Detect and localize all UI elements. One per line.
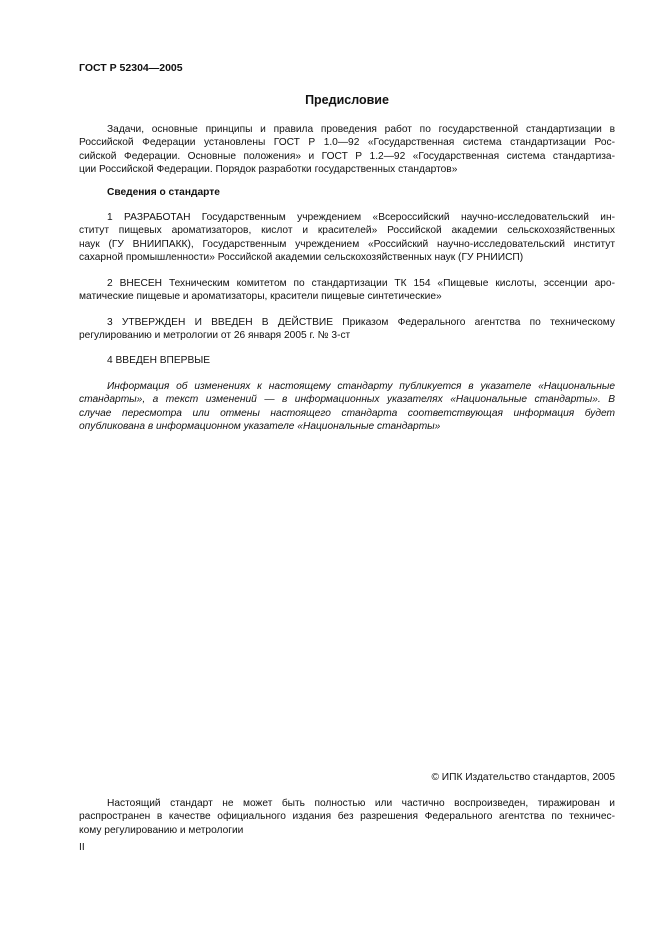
info-item-3 [79,316,615,343]
text-line: ции Российской Федерации. Порядок разработки государственных стандартов» [79,164,458,176]
info-item-1 [79,211,615,265]
text-line: регулированию и метрологии от 26 января 2005 г. № 3-ст [79,330,351,342]
text-line: наук (ГУ ВНИИПАКК), Государственным учреждением «Российский научно-исследовательский институт [79,238,615,250]
text-line: опубликована в информационном указателе «Национальные стандарты» [79,421,441,433]
text-line: Настоящий стандарт не может быть полностью или частично воспроизведен, тиражирован и [107,798,615,809]
info-item-4: 4 ВВЕДЕН ВПЕРВЫЕ [107,355,211,366]
text-line: Российской Федерации установлены ГОСТ Р 1.0—92 «Государственная система стандартизации Рос- [79,137,615,149]
section-title: Предисловие [305,93,389,107]
page-number: II [79,842,85,853]
text-line: случае пересмотра или отмены настоящего стандарта соответствующая информация будет [79,407,615,419]
text-line: стандарты», а текст изменений — в информационных указателях «Национальные стандарты». В [79,394,615,406]
document-code: ГОСТ Р 52304—2005 [79,62,183,74]
text-line: Информация об изменениях к настоящему стандарту публикуется в указателе «Национальные [107,381,615,392]
text-line: распространен в качестве официального издания без разрешения Федерального агентства по техничес- [79,811,615,823]
text-line: ститут пищевых ароматизаторов, кислот и красителей» Российской академии сельскохозяйственных [79,225,615,237]
text-line: кому регулированию и метрологии [79,824,244,836]
text-line: сийской Федерации. Основные положения» и ГОСТ Р 1.2—92 «Государственная система стандартиза- [79,150,615,162]
changes-notice [79,380,615,434]
text-line: Задачи, основные принципы и правила проведения работ по государственной стандартизации в [107,124,615,135]
rights-notice [79,797,615,837]
copyright-notice: © ИПК Издательство стандартов, 2005 [431,772,615,783]
text-line: сахарной промышленности» Российской академии сельскохозяйственных наук (ГУ РНИИСП) [79,252,524,264]
preface-paragraph [79,123,615,177]
text-line: 2 ВНЕСЕН Техническим комитетом по стандартизации ТК 154 «Пищевые кислоты, эссенции аро- [107,278,615,289]
text-line: матические пищевые и ароматизаторы, красители пищевые синтетические» [79,291,442,303]
text-line: 1 РАЗРАБОТАН Государственным учреждением «Всероссийский научно-исследовательский ин- [107,212,615,223]
info-item-2 [79,277,615,304]
info-heading: Сведения о стандарте [107,187,220,198]
text-line: 3 УТВЕРЖДЕН И ВВЕДЕН В ДЕЙСТВИЕ Приказом Федерального агентства по техническому [107,317,615,328]
